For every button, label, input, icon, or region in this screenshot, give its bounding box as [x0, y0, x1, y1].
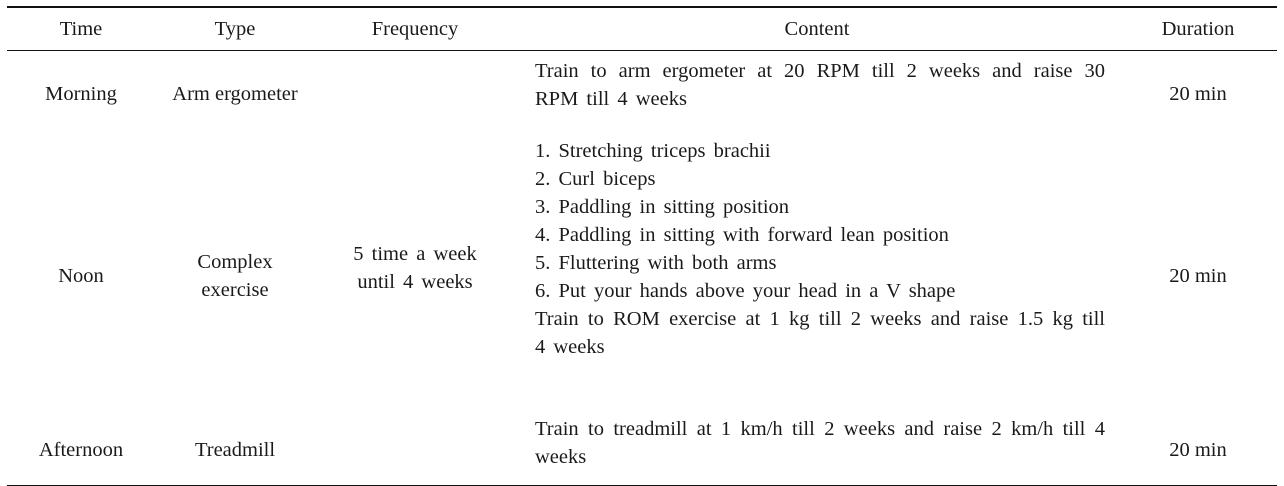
cell-content	[515, 415, 1119, 486]
cell-time: Noon	[58, 265, 104, 287]
cell-type-text: Arm ergometer	[172, 83, 298, 105]
exercise-schedule-table-container	[7, 6, 1277, 486]
table-row	[7, 415, 1277, 486]
cell-duration: 20 min	[1169, 83, 1227, 105]
header-content: Content	[784, 18, 850, 40]
cell-type-text: Treadmill	[194, 439, 276, 461]
cell-type	[155, 415, 315, 486]
cell-type-text: Complex exercise	[197, 251, 273, 301]
cell-content	[515, 137, 1119, 415]
table-header	[7, 7, 1277, 51]
frequency-text: 5 time a week until 4 weeks	[353, 243, 477, 293]
content-line: 1. Stretching triceps brachii	[535, 140, 771, 162]
content-line: 3. Paddling in sitting position	[535, 196, 790, 218]
cell-duration: 20 min	[1169, 439, 1227, 461]
header-type: Type	[214, 18, 256, 40]
cell-content	[515, 51, 1119, 138]
cell-time: Afternoon	[38, 439, 124, 461]
content-line: Train to arm ergometer at 20 RPM till 2 weeks and raise 30 RPM till 4 weeks	[535, 60, 1105, 110]
cell-frequency	[315, 51, 515, 486]
table-body	[7, 51, 1277, 486]
cell-time: Morning	[45, 83, 117, 105]
table-row	[7, 51, 1277, 138]
header-duration: Duration	[1161, 18, 1235, 40]
cell-type	[155, 137, 315, 415]
cell-type	[155, 51, 315, 138]
content-line: Train to treadmill at 1 km/h till 2 weeks and raise 2 km/h till 4 weeks	[535, 418, 1105, 468]
header-frequency: Frequency	[371, 18, 459, 40]
header-time: Time	[59, 18, 103, 40]
content-line: 2. Curl biceps	[535, 168, 656, 190]
content-line: 5. Fluttering with both arms	[535, 252, 777, 274]
content-line: Train to ROM exercise at 1 kg till 2 weeks and raise 1.5 kg till 4 weeks	[535, 308, 1105, 358]
content-line: 4. Paddling in sitting with forward lean position	[535, 224, 949, 246]
cell-duration: 20 min	[1169, 265, 1227, 287]
header-row	[7, 7, 1277, 51]
content-line: 6. Put your hands above your head in a V shape	[535, 280, 956, 302]
exercise-schedule-table	[7, 6, 1277, 486]
table-row	[7, 137, 1277, 415]
